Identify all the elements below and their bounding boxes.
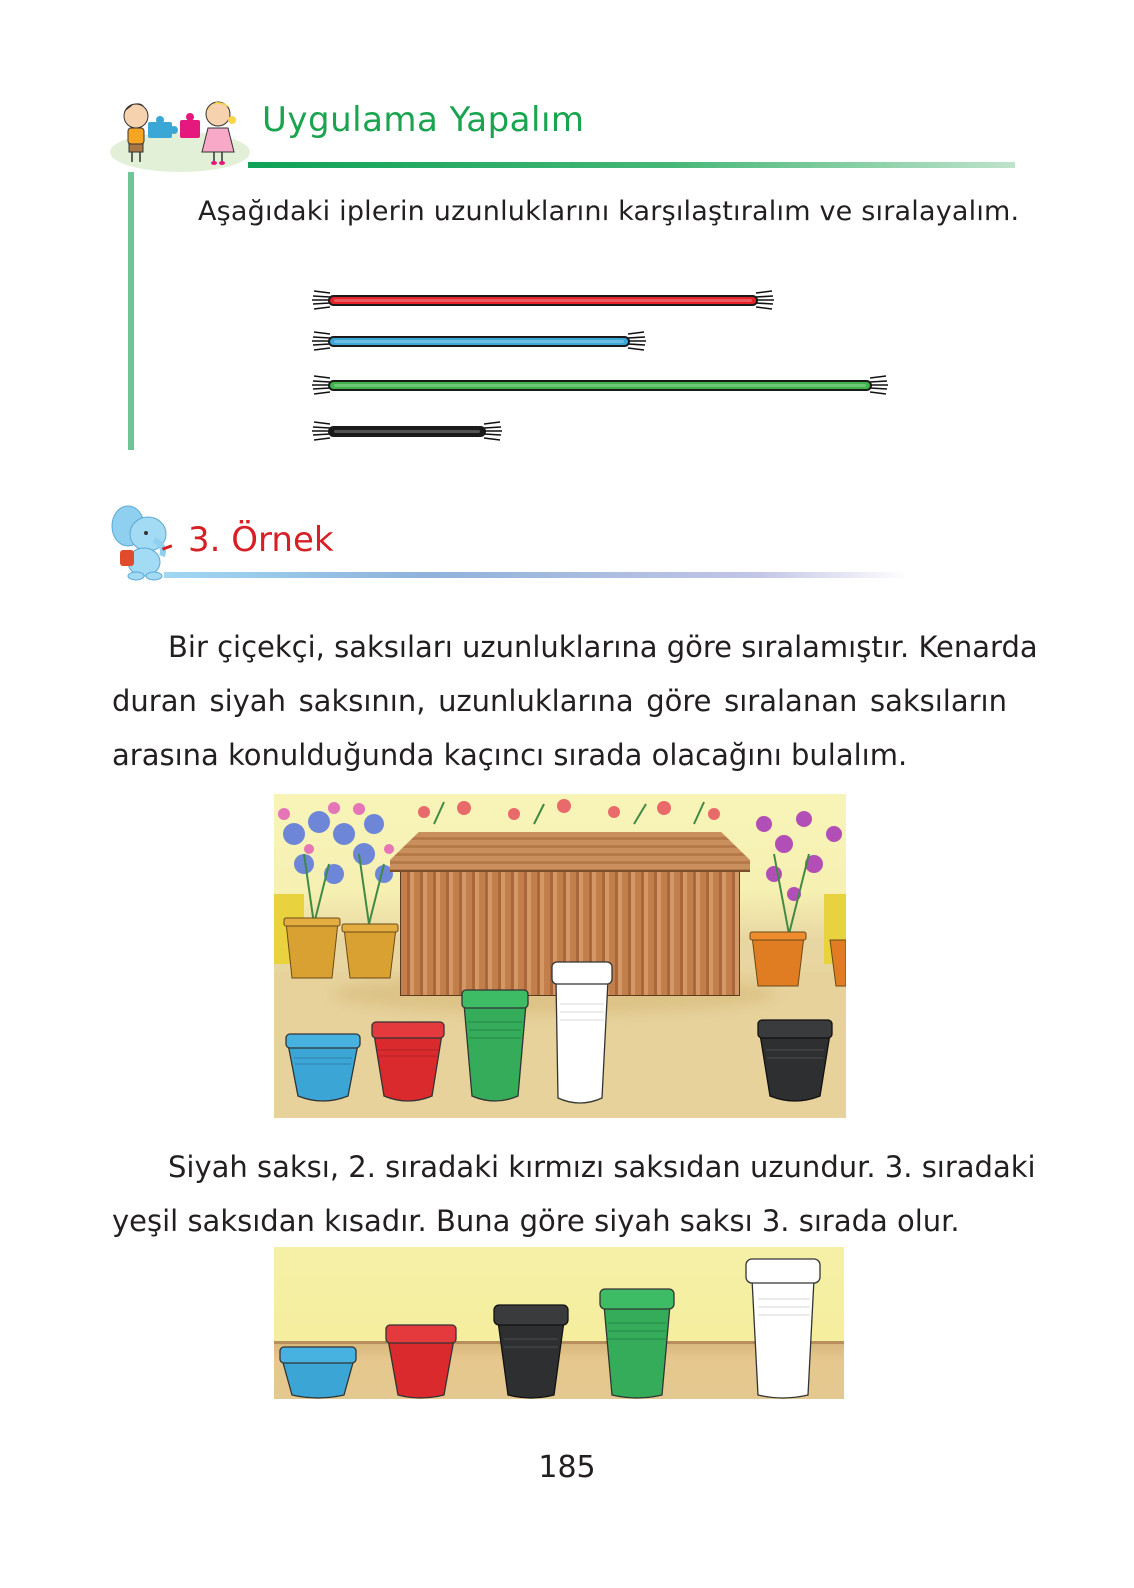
pot-green-icon xyxy=(600,1289,674,1398)
instruction-text: Aşağıdaki iplerin uzunluklarını karşılaştıralım ve sıralayalım. xyxy=(198,196,1020,227)
flower-shop-illustration xyxy=(274,794,846,1118)
pot-blue-icon xyxy=(280,1347,356,1398)
pot-white-icon xyxy=(552,962,612,1103)
sorted-pots-illustration xyxy=(274,1247,844,1399)
pot-red-icon xyxy=(386,1325,456,1398)
rope-blue xyxy=(312,331,646,351)
solution-paragraph xyxy=(112,1140,1036,1248)
pot-blue-icon xyxy=(286,1034,360,1101)
elephant-mascot-icon xyxy=(108,500,180,582)
paragraph-line: arasına konulduğunda kaçıncı sırada olacağını bulalım. xyxy=(112,738,908,772)
paragraph-line: Siyah saksı, 2. sıradaki kırmızı saksıdan uzundur. 3. sıradaki xyxy=(168,1150,1036,1184)
section-title: 3. Örnek xyxy=(188,520,334,560)
rope-body xyxy=(328,295,758,306)
pot-red-icon xyxy=(372,1022,444,1101)
pot-green-icon xyxy=(462,990,528,1101)
section-left-bar xyxy=(128,172,134,450)
paragraph-line: Bir çiçekçi, saksıları uzunluklarına göre sıralamıştır. Kenarda xyxy=(168,630,1038,664)
rope-body xyxy=(328,380,872,391)
rope-body xyxy=(328,426,486,437)
section-underline xyxy=(248,162,1015,168)
page-number: 185 xyxy=(538,1450,596,1485)
rope-fray-right-icon xyxy=(870,375,888,395)
section-title: Uygulama Yapalım xyxy=(262,100,585,140)
paragraph-line: duran siyah saksının, uzunluklarına göre sıralanan saksıların xyxy=(112,684,1007,718)
rope-fray-right-icon xyxy=(484,421,502,441)
section-underline xyxy=(164,572,908,578)
section-header-ornek xyxy=(108,500,908,590)
rope-green xyxy=(312,375,888,395)
pot-black-icon xyxy=(758,1020,832,1101)
kids-with-puzzle-pieces-icon xyxy=(110,96,250,172)
rope-red xyxy=(312,290,774,310)
front-pots-group xyxy=(274,794,846,1118)
rope-fray-right-icon xyxy=(756,290,774,310)
rope-fray-right-icon xyxy=(628,331,646,351)
rope-body xyxy=(328,336,630,347)
pot-black-icon xyxy=(494,1305,568,1398)
paragraph-line: yeşil saksıdan kısadır. Buna göre siyah saksı 3. sırada olur. xyxy=(112,1204,960,1238)
pot-white-icon xyxy=(746,1259,820,1398)
problem-paragraph xyxy=(112,620,1038,782)
sorted-pots-group xyxy=(274,1247,844,1399)
rope-black xyxy=(312,421,502,441)
section-header-uygulama-yapalim xyxy=(110,96,1015,176)
